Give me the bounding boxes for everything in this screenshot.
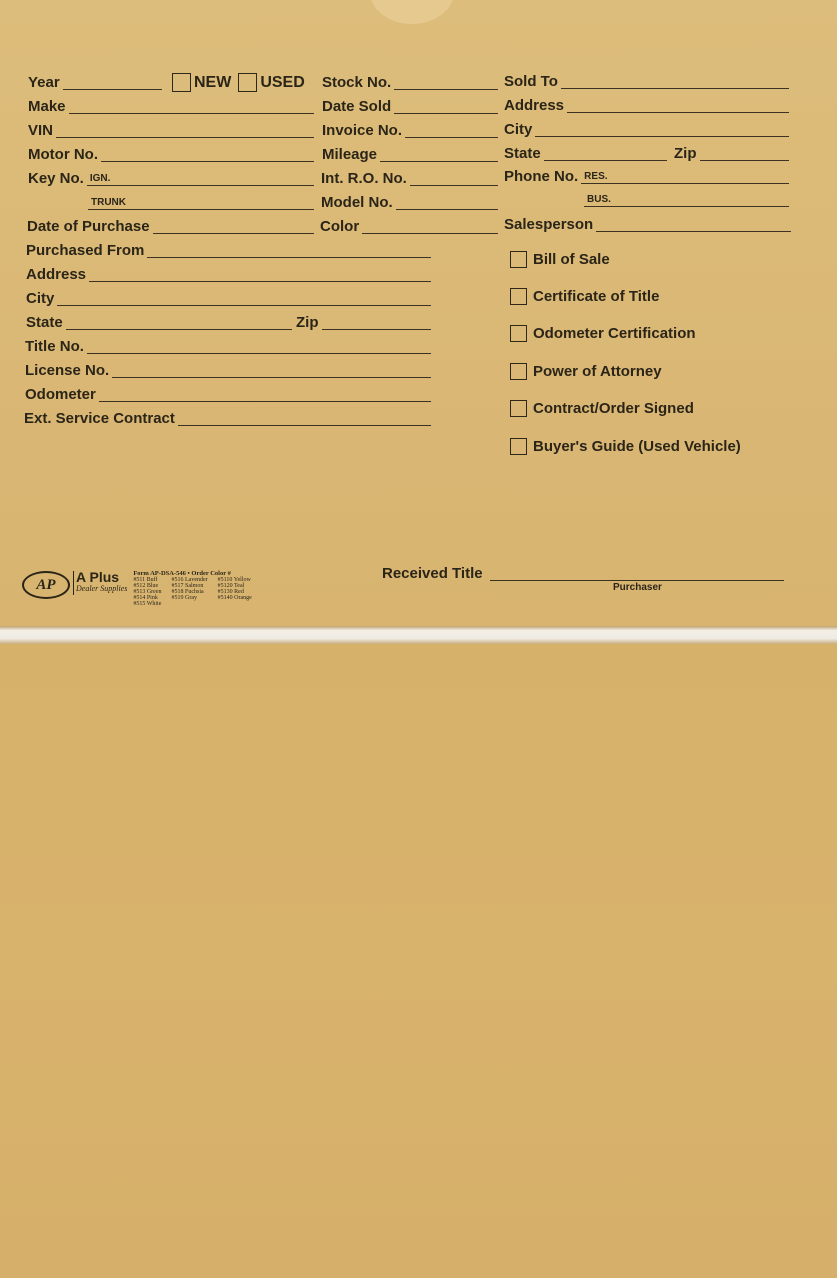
make-line[interactable] — [69, 99, 314, 114]
motor-no-field[interactable] — [28, 144, 314, 164]
checklist-item-certificate-of-title[interactable] — [510, 288, 659, 305]
license-no-label: License No. — [25, 362, 110, 379]
vin-line[interactable] — [56, 123, 314, 138]
make-label: Make — [28, 98, 66, 115]
license-no-field[interactable] — [25, 360, 431, 380]
purchased-address-line[interactable] — [89, 267, 431, 282]
bill-of-sale-label: Bill of Sale — [533, 251, 610, 268]
date-sold-field[interactable] — [322, 96, 498, 116]
color-label: Color — [320, 218, 360, 235]
salesperson-line[interactable] — [596, 217, 791, 232]
bill-of-sale-checkbox[interactable] — [510, 251, 527, 268]
order-color-col-1 — [133, 577, 166, 607]
envelope-body — [0, 644, 837, 1278]
odometer-certification-label: Odometer Certification — [533, 325, 696, 342]
key-no-label: Key No. — [28, 170, 84, 187]
sold-to-field[interactable] — [504, 71, 789, 91]
bus-label: BUS. — [587, 194, 611, 205]
mileage-line[interactable] — [380, 147, 498, 162]
ign-label: IGN. — [89, 173, 111, 184]
purchased-address-field[interactable] — [26, 264, 431, 284]
contract-order-signed-label: Contract/Order Signed — [533, 400, 694, 417]
odometer-label: Odometer — [25, 386, 96, 403]
purchased-from-line[interactable] — [147, 243, 431, 258]
checklist-item-buyers-guide[interactable] — [510, 438, 741, 455]
invoice-no-line[interactable] — [405, 123, 498, 138]
stock-no-line[interactable] — [394, 75, 498, 90]
invoice-no-label: Invoice No. — [322, 122, 403, 139]
order-color: #513 Green — [133, 589, 162, 595]
received-title-line[interactable] — [490, 566, 784, 581]
sold-to-state-label: State — [504, 145, 541, 162]
certificate-of-title-label: Certificate of Title — [533, 288, 660, 305]
purchased-city-label: City — [26, 290, 55, 307]
contract-order-signed-checkbox[interactable] — [510, 400, 527, 417]
key-ign-line[interactable] — [87, 171, 314, 186]
envelope-flap — [0, 0, 837, 626]
order-color: #514 Pink — [133, 595, 158, 601]
purchased-from-label: Purchased From — [26, 242, 145, 259]
order-color: #517 Salmon — [171, 583, 204, 589]
phone-res-line[interactable] — [581, 169, 789, 184]
buyers-guide-checkbox[interactable] — [510, 438, 527, 455]
sold-to-city-line[interactable] — [535, 122, 789, 137]
order-color-list — [133, 577, 262, 607]
odometer-line[interactable] — [99, 387, 431, 402]
purchased-zip-field[interactable] — [296, 312, 431, 332]
model-no-field[interactable] — [321, 192, 498, 212]
title-no-label: Title No. — [25, 338, 84, 355]
license-no-line[interactable] — [112, 363, 431, 378]
new-used-group — [172, 72, 308, 92]
res-label: RES. — [584, 171, 608, 182]
color-field[interactable] — [320, 216, 498, 236]
sold-to-label: Sold To — [504, 73, 558, 90]
used-checkbox[interactable] — [238, 73, 257, 92]
used-label: USED — [260, 74, 305, 91]
order-color-col-2 — [172, 577, 213, 607]
color-line[interactable] — [362, 219, 498, 234]
vin-field[interactable] — [28, 120, 314, 140]
date-sold-label: Date Sold — [322, 98, 392, 115]
ext-service-contract-field[interactable] — [24, 408, 431, 428]
salesperson-label: Salesperson — [504, 216, 594, 233]
motor-no-label: Motor No. — [28, 146, 98, 163]
phone-res-field[interactable] — [504, 166, 789, 186]
mileage-field[interactable] — [322, 144, 498, 164]
sold-to-zip-field[interactable] — [674, 143, 789, 163]
date-of-purchase-line[interactable] — [153, 219, 314, 234]
date-of-purchase-label: Date of Purchase — [27, 218, 150, 235]
sold-to-zip-label: Zip — [674, 145, 697, 162]
new-label: NEW — [194, 74, 232, 91]
a-plus-logo — [22, 571, 262, 607]
purchased-from-field[interactable] — [26, 240, 431, 260]
date-sold-line[interactable] — [394, 99, 498, 114]
key-trunk-field[interactable] — [88, 192, 314, 212]
brand-block — [73, 571, 127, 595]
ext-service-contract-line[interactable] — [178, 411, 431, 426]
checklist-item-bill-of-sale[interactable] — [510, 251, 610, 268]
phone-bus-field[interactable] — [584, 189, 789, 209]
int-ro-no-line[interactable] — [410, 171, 498, 186]
invoice-no-field[interactable] — [322, 120, 498, 140]
mileage-label: Mileage — [322, 146, 378, 163]
order-color: #511 Buff — [133, 577, 158, 583]
checklist-item-power-of-attorney[interactable] — [510, 363, 662, 380]
purchased-state-line[interactable] — [66, 315, 292, 330]
checklist-item-odometer-certification[interactable] — [510, 325, 696, 342]
int-ro-no-label: Int. R.O. No. — [321, 170, 407, 187]
ap-logo-mark: AP — [22, 571, 70, 599]
year-line[interactable] — [63, 75, 162, 90]
thumb-notch — [370, 0, 454, 24]
year-field[interactable] — [28, 72, 162, 92]
motor-no-line[interactable] — [101, 147, 314, 162]
sold-to-address-label: Address — [504, 97, 565, 114]
order-color: #5130 Red — [217, 589, 244, 595]
order-color: #519 Gray — [171, 595, 197, 601]
brand-name: A Plus — [76, 569, 120, 585]
order-color: #515 White — [133, 601, 162, 607]
vin-label: VIN — [28, 122, 54, 139]
received-title-label: Received Title — [382, 565, 483, 582]
purchased-zip-label: Zip — [296, 314, 319, 331]
int-ro-no-field[interactable] — [321, 168, 498, 188]
order-color: #5110 Yellow — [217, 577, 251, 583]
odometer-certification-checkbox[interactable] — [510, 325, 527, 342]
sold-to-city-field[interactable] — [504, 119, 789, 139]
power-of-attorney-checkbox[interactable] — [510, 363, 527, 380]
odometer-field[interactable] — [25, 384, 431, 404]
purchased-address-label: Address — [26, 266, 87, 283]
key-no-field[interactable] — [28, 168, 314, 188]
order-color: #5120 Teal — [217, 583, 245, 589]
order-color: #5140 Orange — [217, 595, 252, 601]
year-label: Year — [28, 74, 60, 91]
buyers-guide-label: Buyer's Guide (Used Vehicle) — [533, 438, 741, 455]
sold-to-address-field[interactable] — [504, 95, 789, 115]
sold-to-zip-line[interactable] — [700, 146, 790, 161]
checklist-item-contract-order-signed[interactable] — [510, 400, 694, 417]
order-color: #518 Fuchsia — [171, 589, 204, 595]
title-no-field[interactable] — [25, 336, 431, 356]
sold-to-state-line[interactable] — [544, 146, 667, 161]
flap-seam — [0, 626, 837, 644]
power-of-attorney-label: Power of Attorney — [533, 363, 662, 380]
brand-subtitle: Dealer Supplies — [76, 584, 128, 593]
trunk-label: TRUNK — [91, 197, 126, 208]
phone-no-label: Phone No. — [504, 168, 579, 185]
phone-bus-line[interactable] — [584, 192, 789, 207]
stock-no-label: Stock No. — [322, 74, 392, 91]
purchased-zip-line[interactable] — [322, 315, 432, 330]
sold-to-address-line[interactable] — [567, 98, 789, 113]
sold-to-state-field[interactable] — [504, 143, 667, 163]
model-no-line[interactable] — [396, 195, 498, 210]
sold-to-line[interactable] — [561, 74, 789, 89]
form-heading: Form AP-DSA-546 • Order Color # — [133, 570, 231, 577]
purchaser-caption: Purchaser — [613, 582, 662, 593]
purchased-city-field[interactable] — [26, 288, 431, 308]
make-field[interactable] — [28, 96, 314, 116]
title-no-line[interactable] — [87, 339, 431, 354]
salesperson-field[interactable] — [504, 214, 791, 234]
order-color-col-3 — [218, 577, 257, 607]
purchased-city-line[interactable] — [57, 291, 431, 306]
stock-no-field[interactable] — [322, 72, 498, 92]
order-color: #516 Lavender — [171, 577, 208, 583]
model-no-label: Model No. — [321, 194, 393, 211]
certificate-of-title-checkbox[interactable] — [510, 288, 527, 305]
form-info — [133, 571, 262, 607]
ext-service-contract-label: Ext. Service Contract — [24, 410, 175, 427]
date-of-purchase-field[interactable] — [27, 216, 314, 236]
key-trunk-line[interactable] — [88, 195, 314, 210]
purchased-state-field[interactable] — [26, 312, 292, 332]
received-title-field[interactable] — [382, 563, 784, 583]
sold-to-city-label: City — [504, 121, 533, 138]
purchased-state-label: State — [26, 314, 63, 331]
order-color: #512 Blue — [133, 583, 159, 589]
new-checkbox[interactable] — [172, 73, 191, 92]
